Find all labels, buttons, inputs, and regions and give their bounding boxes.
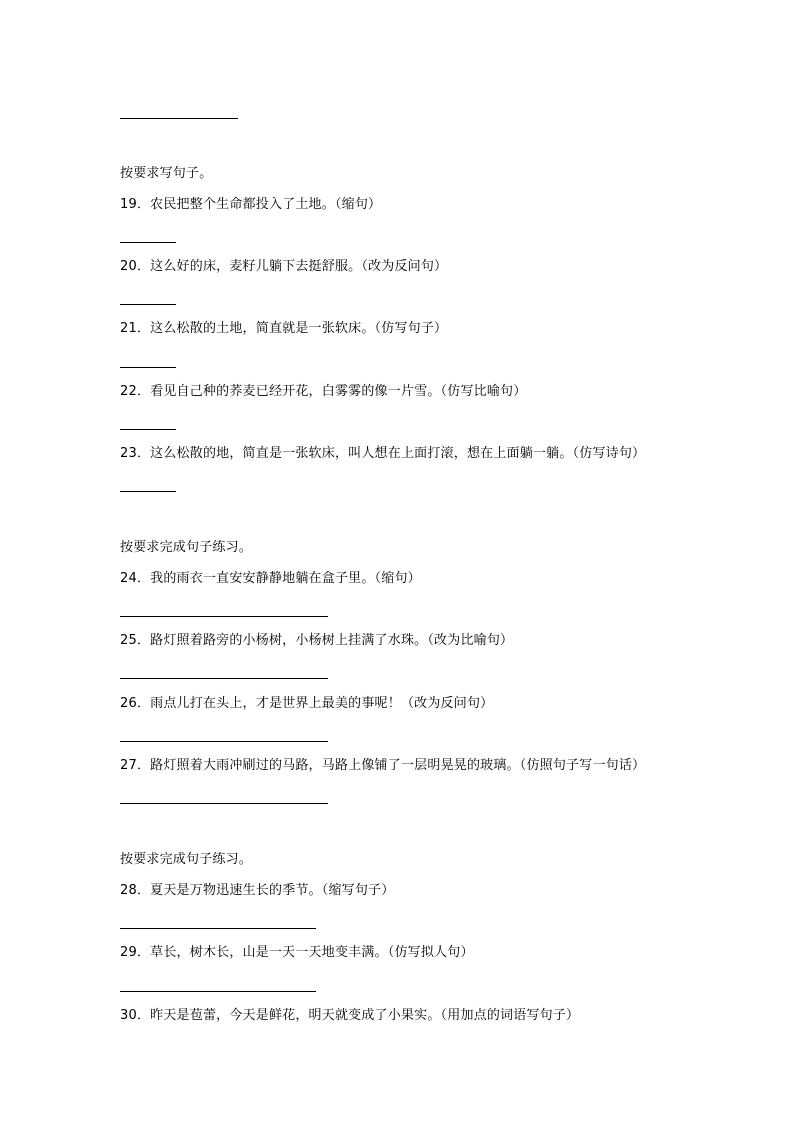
section-heading: 按要求完成句子练习。 xyxy=(120,540,253,555)
question-22: 22．看见自己种的荞麦已经开花，白雾雾的像一片雪。（仿写比喻句） xyxy=(120,384,527,399)
answer-blank-23[interactable] xyxy=(120,491,176,492)
answer-blank-22[interactable] xyxy=(120,429,176,430)
answer-blank-19[interactable] xyxy=(120,242,176,243)
section-heading: 按要求写句子。 xyxy=(120,166,213,181)
answer-blank-27[interactable] xyxy=(120,803,328,804)
answer-blank-26[interactable] xyxy=(120,741,328,742)
question-20: 20．这么好的床，麦籽儿躺下去挺舒服。（改为反问句） xyxy=(120,259,448,274)
question-21: 21．这么松散的土地，简直就是一张软床。（仿写句子） xyxy=(120,321,448,336)
question-23: 23．这么松散的地，简直是一张软床，叫人想在上面打滚，想在上面躺一躺。（仿写诗句） xyxy=(120,446,646,461)
question-19: 19．农民把整个生命都投入了土地。（缩句） xyxy=(120,197,382,212)
question-25: 25．路灯照着路旁的小杨树，小杨树上挂满了水珠。（改为比喻句） xyxy=(120,633,514,648)
question-26: 26．雨点儿打在头上，才是世界上最美的事呢！（改为反问句） xyxy=(120,696,494,711)
question-29: 29．草长，树木长，山是一天一天地变丰满。（仿写拟人句） xyxy=(120,945,474,960)
question-28: 28．夏天是万物迅速生长的季节。（缩写句子） xyxy=(120,883,395,898)
question-27: 27．路灯照着大雨冲刷过的马路，马路上像铺了一层明晃晃的玻璃。（仿照句子写一句话） xyxy=(120,758,646,773)
answer-blank-24[interactable] xyxy=(120,616,328,617)
answer-blank-28[interactable] xyxy=(120,928,316,929)
question-24: 24．我的雨衣一直安安静静地躺在盒子里。（缩句） xyxy=(120,571,421,586)
answer-blank-29[interactable] xyxy=(120,991,316,992)
answer-blank-25[interactable] xyxy=(120,678,328,679)
answer-blank-21[interactable] xyxy=(120,367,176,368)
section-heading: 按要求完成句子练习。 xyxy=(120,852,253,867)
answer-blank[interactable] xyxy=(120,118,238,119)
question-30: 30．昨天是苞蕾，今天是鲜花，明天就变成了小果实。（用加点的词语写句子） xyxy=(120,1008,580,1023)
answer-blank-20[interactable] xyxy=(120,304,176,305)
